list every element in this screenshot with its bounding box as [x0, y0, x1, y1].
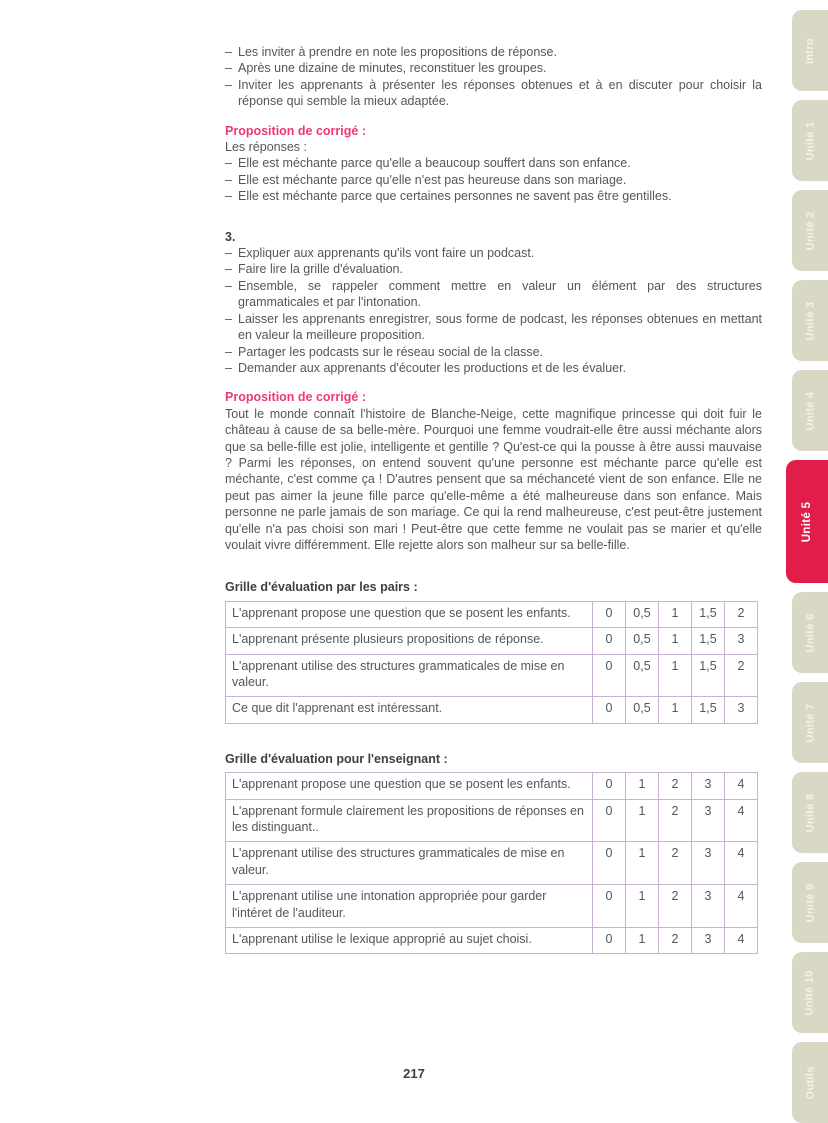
list-item-text: Elle est méchante parce qu'elle a beaucoup souffert dans son enfance. [238, 156, 631, 171]
score-cell: 3 [725, 697, 758, 723]
score-cell: 1 [626, 885, 659, 928]
list-item-text: Expliquer aux apprenants qu'ils vont faire un podcast. [238, 246, 535, 261]
list-item [225, 60, 762, 76]
score-cell: 0 [593, 697, 626, 723]
tab-label: Intro [803, 37, 816, 64]
score-cell: 0 [593, 601, 626, 627]
score-cell: 1 [626, 842, 659, 885]
list-item [225, 172, 762, 188]
score-cell: 2 [659, 928, 692, 954]
list-item-text: Inviter les apprenants à présenter les réponses obtenues et à en discuter pour choisir la réponse qui semble la mieux adaptée. [238, 77, 762, 109]
criterion-label: L'apprenant utilise le lexique approprié au sujet choisi. [232, 932, 532, 947]
bullet-dash: – [225, 61, 232, 76]
evaluation-table [225, 601, 758, 724]
criterion-label: Ce que dit l'apprenant est intéressant. [232, 701, 443, 716]
score-cell: 3 [692, 799, 725, 842]
list-item [225, 44, 762, 60]
score-cell: 4 [725, 842, 758, 885]
proposition-heading: Proposition de corrigé : [225, 390, 366, 405]
score-cell: 4 [725, 885, 758, 928]
score-cell: 3 [725, 628, 758, 654]
criterion-label: L'apprenant utilise des structures grammaticales de mise en valeur. [232, 846, 565, 877]
bullet-dash: – [225, 246, 232, 261]
page-number: 217 [403, 1066, 425, 1081]
score-cell: 4 [725, 773, 758, 799]
bullet-dash: – [225, 311, 232, 326]
list-item-text: Ensemble, se rappeler comment mettre en valeur un élément par des structures grammaticales et par l'intonation. [238, 278, 762, 310]
score-cell: 0 [593, 885, 626, 928]
score-cell: 1 [659, 654, 692, 697]
step-number: 3. [225, 229, 236, 244]
tab-intro[interactable] [792, 10, 828, 91]
score-cell: 2 [659, 799, 692, 842]
score-cell: 1 [659, 601, 692, 627]
score-cell: 1 [626, 928, 659, 954]
proposition-corrige-1 [225, 123, 762, 205]
score-cell: 2 [725, 601, 758, 627]
tab-unite-5[interactable] [786, 460, 828, 583]
tab-unite-8[interactable] [792, 772, 828, 853]
activity-steps-list [225, 44, 762, 110]
list-item-text: Laisser les apprenants enregistrer, sous forme de podcast, les réponses obtenues en mettant en valeur la meilleure proposition. [238, 311, 762, 343]
list-item [225, 188, 762, 204]
score-cell: 4 [725, 928, 758, 954]
proposition-corrige-2 [225, 389, 762, 553]
tab-unite-4[interactable] [792, 370, 828, 451]
score-cell: 3 [692, 928, 725, 954]
criterion-label: L'apprenant utilise des structures grammaticales de mise en valeur. [232, 658, 565, 689]
score-cell: 2 [659, 842, 692, 885]
score-cell: 2 [659, 773, 692, 799]
criterion-label: L'apprenant formule clairement les propositions de réponses en les distinguant.. [232, 803, 584, 835]
tab-label: Unité 3 [804, 301, 816, 340]
score-cell: 2 [725, 654, 758, 697]
bullet-dash: – [225, 77, 232, 92]
bullet-dash: – [225, 278, 232, 293]
tab-label: Outils [804, 1066, 816, 1099]
list-item-text: Les inviter à prendre en note les propositions de réponse. [238, 45, 557, 59]
tab-label: Unité 7 [804, 703, 816, 742]
table-row [226, 773, 758, 799]
evaluation-table [225, 772, 758, 954]
bullet-dash: – [225, 262, 232, 277]
list-item [225, 344, 762, 360]
list-item-text: Partager les podcasts sur le réseau social de la classe. [238, 344, 544, 359]
score-cell: 2 [659, 885, 692, 928]
table-row [226, 842, 758, 885]
table-row [226, 697, 758, 723]
table-row [226, 654, 758, 697]
score-cell: 1 [659, 697, 692, 723]
score-cell: 1,5 [692, 654, 725, 697]
tab-unite-6[interactable] [792, 592, 828, 673]
bullet-dash: – [225, 172, 232, 187]
tab-label: Unité 5 [800, 501, 813, 542]
table-row [226, 628, 758, 654]
criterion-label: L'apprenant propose une question que se posent les enfants. [232, 777, 571, 792]
list-item-text: Elle est méchante parce qu'elle n'est pas heureuse dans son mariage. [238, 172, 627, 187]
score-cell: 3 [692, 842, 725, 885]
score-cell: 0 [593, 628, 626, 654]
tab-label: Unité 9 [804, 883, 816, 922]
table-row [226, 601, 758, 627]
tab-label: Unité 4 [804, 391, 816, 430]
table-row [226, 928, 758, 954]
score-cell: 3 [692, 773, 725, 799]
tab-unite-10[interactable] [792, 952, 828, 1033]
bullet-dash: – [225, 189, 232, 204]
score-cell: 4 [725, 799, 758, 842]
list-item [225, 311, 762, 344]
list-item-text: Faire lire la grille d'évaluation. [238, 262, 403, 277]
list-item [225, 261, 762, 277]
list-item-text: Elle est méchante parce que certaines personnes ne savent pas être gentilles. [238, 189, 672, 204]
score-cell: 1,5 [692, 601, 725, 627]
table-row [226, 799, 758, 842]
bullet-dash: – [225, 344, 232, 359]
grid-title: Grille d'évaluation par les pairs : [225, 580, 418, 595]
table-row [226, 885, 758, 928]
score-cell: 0 [593, 654, 626, 697]
score-cell: 1,5 [692, 697, 725, 723]
list-item [225, 155, 762, 171]
criterion-label: L'apprenant propose une question que se posent les enfants. [232, 605, 571, 620]
list-item [225, 360, 762, 376]
score-cell: 0,5 [626, 601, 659, 627]
score-cell: 1 [659, 628, 692, 654]
tab-label: Unité 8 [804, 793, 816, 832]
score-cell: 0 [593, 842, 626, 885]
score-cell: 0 [593, 928, 626, 954]
step-3-section [225, 229, 762, 377]
tab-label: Unité 2 [804, 211, 816, 250]
proposition-heading: Proposition de corrigé : [225, 123, 366, 138]
proposition-lead: Les réponses : [225, 140, 307, 155]
list-item [225, 77, 762, 110]
tab-label: Unité 1 [804, 121, 816, 160]
criterion-label: L'apprenant présente plusieurs propositions de réponse. [232, 632, 544, 647]
criterion-label: L'apprenant utilise une intonation appropriée pour garder l'intéret de l'auditeur. [232, 889, 547, 920]
tab-label: Unité 10 [804, 969, 817, 1016]
tab-unite-2[interactable] [792, 190, 828, 271]
bullet-dash: – [225, 156, 232, 171]
score-cell: 0 [593, 773, 626, 799]
tab-outils[interactable] [792, 1042, 828, 1123]
tab-unite-9[interactable] [792, 862, 828, 943]
list-item-text: Demander aux apprenants d'écouter les productions et de les évaluer. [238, 360, 627, 375]
evaluation-grid-teacher [225, 751, 762, 955]
list-item [225, 245, 762, 261]
list-item-text: Après une dizaine de minutes, reconstituer les groupes. [238, 61, 547, 76]
score-cell: 0 [593, 799, 626, 842]
score-cell: 1 [626, 799, 659, 842]
corrige-paragraph: Tout le monde connaît l'histoire de Blanche-Neige, cette magnifique princesse qui doit fuir le château à cause de sa belle-mère. Pourquoi une femme voudrait-elle être aussi méchante alors que sa belle-fille est jolie, intelligente et gentille ? Qu'est-ce qui la pousse à être aussi mauvaise ? Parmi les réponses, on entend souvent qu'une personne est méchante parce qu'elle est méchante, c'est comme ça ! D'autres pensent que sa méchanceté vient de son enfance. Elle ne peut pas aimer la jeune fille parce qu'elle-même a été malheureuse dans son enfance. Mais personne ne parle jamais de son mariage. Ce qui la rend malheureuse, c'est peut-être justement qu'elle n'a pas choisi son mari ! Peut-être que cette femme ne voulait pas se marier et qu'elle voulait vivre différemment. Elle rejette alors son malheur sur sa belle-fille. [225, 406, 762, 552]
score-cell: 1 [626, 773, 659, 799]
tab-unite-7[interactable] [792, 682, 828, 763]
grid-title: Grille d'évaluation pour l'enseignant : [225, 751, 448, 766]
tab-unite-3[interactable] [792, 280, 828, 361]
tab-label: Unité 6 [804, 613, 816, 652]
score-cell: 3 [692, 885, 725, 928]
score-cell: 0,5 [626, 654, 659, 697]
list-item [225, 278, 762, 311]
score-cell: 1,5 [692, 628, 725, 654]
bullet-dash: – [225, 45, 232, 59]
page-content [225, 44, 762, 954]
evaluation-grid-pairs [225, 579, 762, 723]
bullet-dash: – [225, 360, 232, 375]
score-cell: 0,5 [626, 628, 659, 654]
unit-tab-rail [786, 0, 828, 1123]
tab-unite-1[interactable] [792, 100, 828, 181]
score-cell: 0,5 [626, 697, 659, 723]
